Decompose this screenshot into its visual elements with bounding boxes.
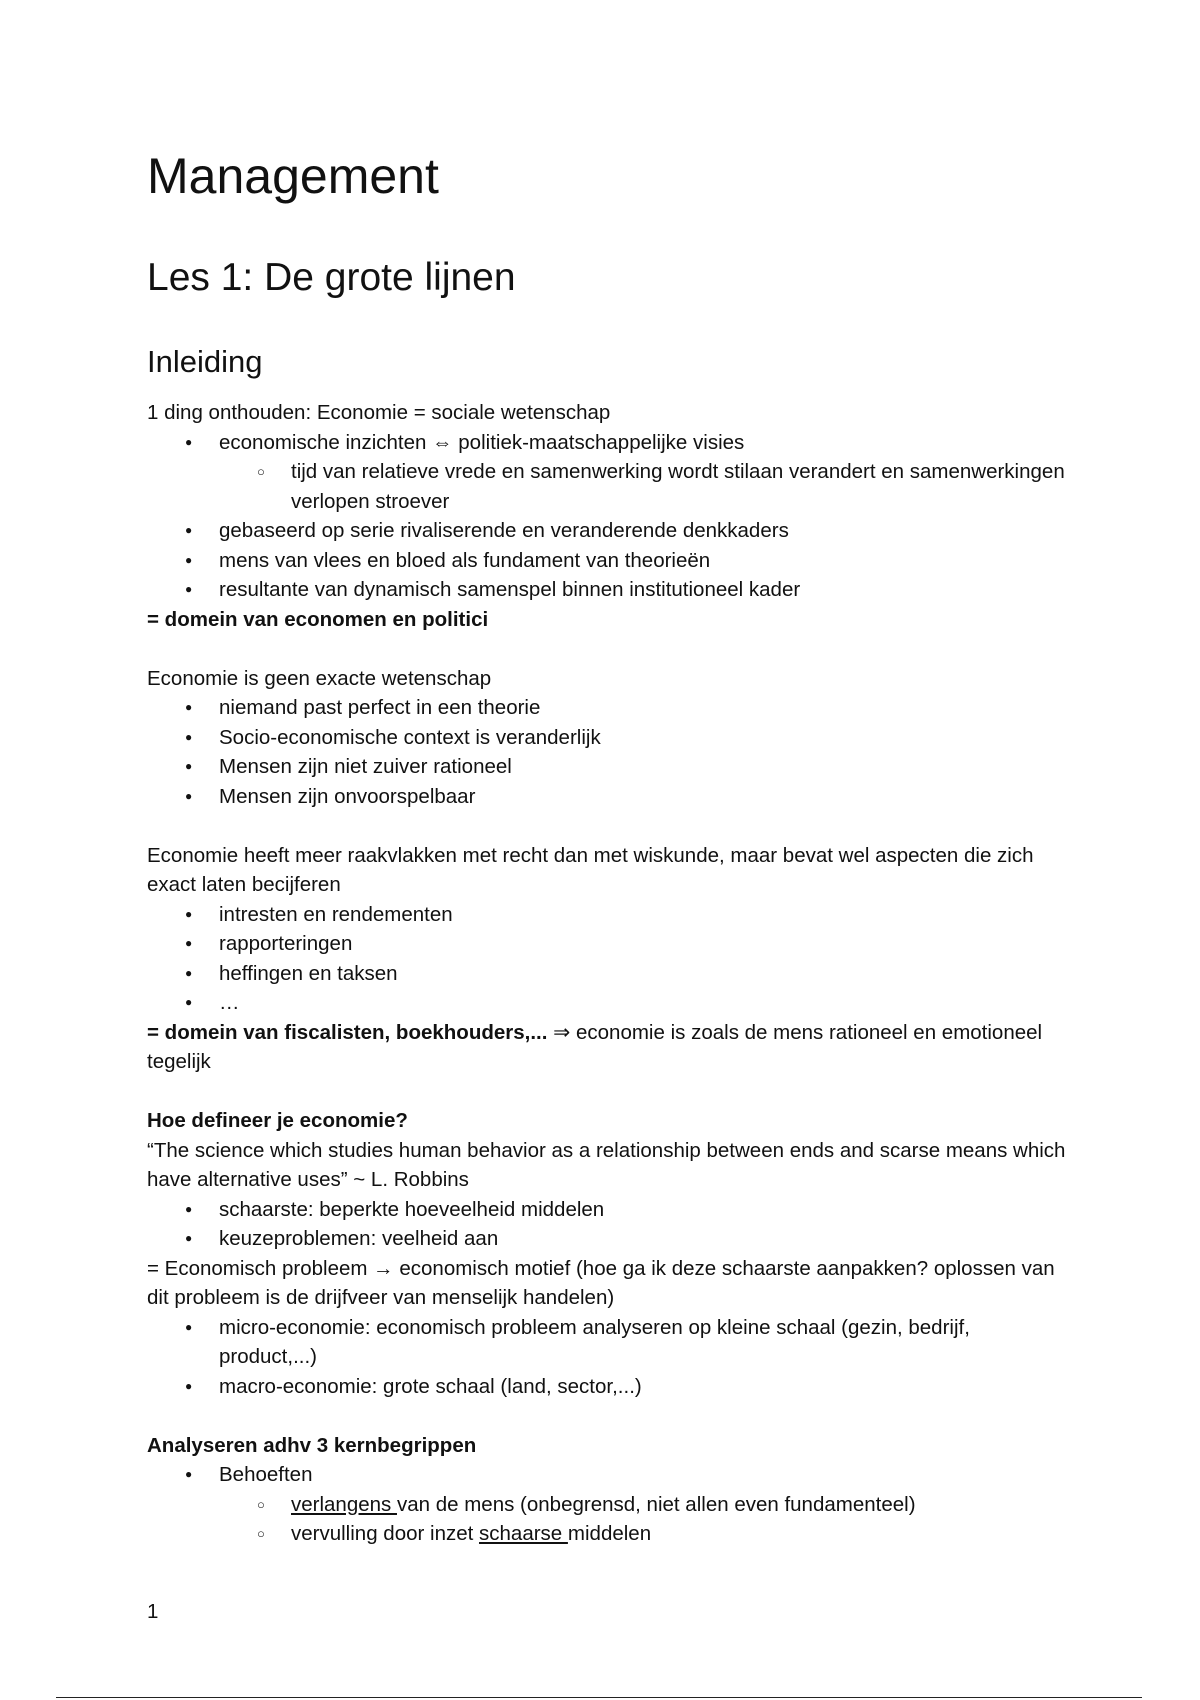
list-item: ● schaarste: beperkte hoeveelheid middelen (219, 1195, 1067, 1225)
analyse-heading: Analyseren adhv 3 kernbegrippen (147, 1433, 477, 1457)
law-conclusion-rest: ⇒ economie is zoals de mens rationeel en emotioneel tegelijk (147, 1020, 1043, 1073)
economic-problem: = Economisch probleem → economisch motief (hoe ga ik deze schaarste aanpakken? oplossen van dit probleem is de drijfveer van menselijk handelen) (147, 1256, 1055, 1309)
list-item: ○ verlangens van de mens (onbegrensd, niet allen even fundamenteel) (291, 1490, 1067, 1520)
intro-sublist (219, 457, 1067, 516)
page-bottom-divider (56, 1697, 1142, 1698)
list-item: ● keuzeproblemen: veelheid aan (219, 1224, 1067, 1254)
lesson-heading: Les 1: De grote lijnen (147, 256, 516, 299)
robbins-quote: “The science which studies human behavior as a relationship between ends and scarse means which have alternative uses” ~ L. Robbins (147, 1138, 1066, 1191)
section-heading: Inleiding (147, 344, 263, 379)
analyse-list (147, 1460, 1067, 1549)
list-item: ○ tijd van relatieve vrede en samenwerking wordt stilaan verandert en samenwerkingen verlopen stroever (291, 457, 1067, 516)
list-item: ● Mensen zijn niet zuiver rationeel (219, 752, 1067, 782)
document-body (147, 398, 1067, 1549)
document-title: Management (147, 148, 439, 204)
exact-list (147, 693, 1067, 811)
page-number: 1 (147, 1600, 159, 1623)
law-conclusion (147, 1018, 1067, 1077)
list-item: ● niemand past perfect in een theorie (219, 693, 1067, 723)
law-list (147, 900, 1067, 1018)
list-item: ● resultante van dynamisch samenspel binnen institutioneel kader (219, 575, 1067, 605)
intro-lead: 1 ding onthouden: Economie = sociale wetenschap (147, 401, 611, 424)
law-conclusion-bold: = domein van fiscalisten, boekhouders,... (147, 1020, 548, 1044)
define-list (147, 1195, 1067, 1254)
exact-lead: Economie is geen exacte wetenschap (147, 666, 492, 690)
list-item: ● mens van vlees en bloed als fundament van theorieën (219, 546, 1067, 576)
list-item: ● Socio-economische context is veranderlijk (219, 723, 1067, 753)
law-lead: Economie heeft meer raakvlakken met recht dan met wiskunde, maar bevat wel aspecten die zich exact laten becijferen (147, 843, 1034, 896)
list-item: ○ vervulling door inzet schaarse middelen (291, 1519, 1067, 1549)
list-item: ● Behoeften ○ verlangens van de mens (onbegrensd, niet allen even fundamenteel) ○ vervulling door inzet schaarse middelen (219, 1460, 1067, 1549)
define-heading: Hoe defineer je economie? (147, 1109, 408, 1132)
scale-list (147, 1313, 1067, 1402)
intro-conclusion: = domein van economen en politici (147, 607, 489, 631)
list-item: ● rapporteringen (219, 929, 1067, 959)
needs-sublist (219, 1490, 1067, 1549)
list-item: ● economische inzichten ⇔ politiek-maatschappelijke visies ○ tijd van relatieve vrede en samenwerking wordt stilaan verandert en samenwerkingen verlopen stroever (219, 428, 1067, 517)
list-item: ● micro-economie: economisch probleem analyseren op kleine schaal (gezin, bedrijf, product,...) (219, 1313, 1067, 1372)
intro-list (147, 428, 1067, 605)
list-item: ● Mensen zijn onvoorspelbaar (219, 782, 1067, 812)
list-item: ● … (219, 988, 1067, 1018)
list-item: ● gebaseerd op serie rivaliserende en veranderende denkkaders (219, 516, 1067, 546)
list-item: ● macro-economie: grote schaal (land, sector,...) (219, 1372, 1067, 1402)
list-item: ● intresten en rendementen (219, 900, 1067, 930)
list-item: ● heffingen en taksen (219, 959, 1067, 989)
